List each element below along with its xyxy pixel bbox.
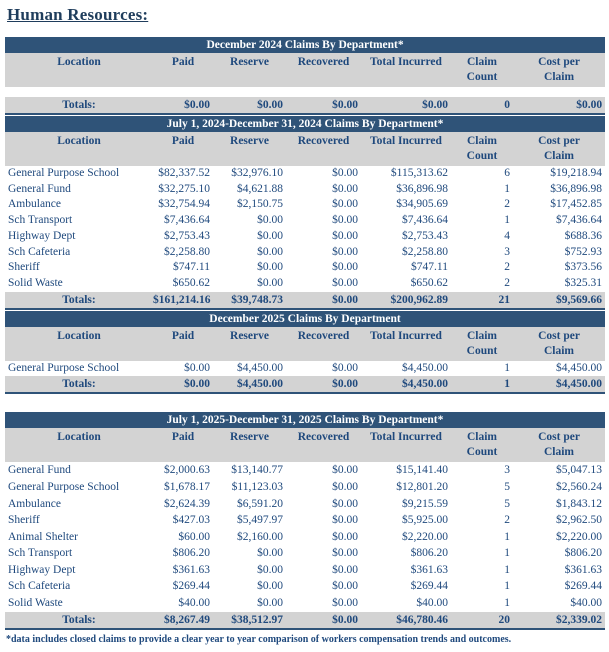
table-title: December 2024 Claims By Department* [5, 37, 605, 53]
cell-recovered: $0.00 [286, 197, 361, 213]
cell-total-incurred: $115,313.62 [361, 166, 451, 182]
column-header-location [5, 428, 153, 462]
header-line1: Reserve [230, 56, 269, 68]
totals-row [5, 292, 605, 309]
cell-claim-count: 1 [451, 529, 513, 546]
column-header-row [5, 428, 605, 462]
cell-paid: $32,275.10 [153, 182, 213, 198]
cell-total-incurred: $806.20 [361, 545, 451, 562]
totals-row [5, 97, 605, 114]
table-row [5, 166, 605, 182]
totals-total-incurred: $0.00 [361, 97, 451, 114]
column-header-location [5, 327, 153, 361]
totals-label: Totals: [5, 376, 153, 393]
cell-recovered: $0.00 [286, 512, 361, 529]
totals-claim-count: 20 [451, 612, 513, 629]
header-line2: Claim [543, 150, 575, 162]
page-title: Human Resources: [7, 5, 149, 24]
cell-paid: $361.63 [153, 562, 213, 579]
cell-total-incurred: $40.00 [361, 595, 451, 612]
cell-paid: $1,678.17 [153, 479, 213, 496]
cell-recovered: $0.00 [286, 479, 361, 496]
header-line1: Recovered [297, 431, 350, 444]
header-line1: Reserve [230, 431, 269, 444]
totals-label: Totals: [5, 612, 153, 629]
table-title: July 1, 2025-December 31, 2025 Claims By Department* [5, 412, 605, 428]
cell-paid: $747.11 [153, 260, 213, 276]
totals-paid: $8,267.49 [153, 612, 213, 629]
cell-claim-count: 3 [451, 245, 513, 261]
cell-reserve: $0.00 [213, 245, 286, 261]
cell-location: General Fund [5, 462, 153, 479]
table-row [5, 529, 605, 546]
cell-location: Sch Cafeteria [5, 245, 153, 261]
totals-claim-count: 21 [451, 292, 513, 309]
table-row [5, 578, 605, 595]
column-header-claim-count [451, 53, 513, 87]
cell-location: Sheriff [5, 512, 153, 529]
column-header-reserve [213, 132, 286, 166]
cell-location: Highway Dept [5, 229, 153, 245]
column-header-cost-per-claim [513, 327, 605, 361]
cell-recovered: $0.00 [286, 595, 361, 612]
cell-recovered: $0.00 [286, 213, 361, 229]
column-header-reserve [213, 53, 286, 87]
column-header-location [5, 53, 153, 87]
cell-cost-per-claim: $2,560.24 [513, 479, 605, 496]
table-row [5, 213, 605, 229]
cell-recovered: $0.00 [286, 245, 361, 261]
cell-reserve: $6,591.20 [213, 496, 286, 513]
cell-cost-per-claim: $19,218.94 [513, 166, 605, 182]
column-header-claim-count [451, 132, 513, 166]
header-line1: Cost per [538, 135, 580, 147]
cell-total-incurred: $4,450.00 [361, 361, 451, 377]
totals-claim-count: 1 [451, 376, 513, 393]
cell-total-incurred: $650.62 [361, 276, 451, 292]
cell-paid: $806.20 [153, 545, 213, 562]
cell-reserve: $4,450.00 [213, 361, 286, 377]
cell-location: Ambulance [5, 197, 153, 213]
cell-paid: $650.62 [153, 276, 213, 292]
cell-location: Sch Transport [5, 545, 153, 562]
header-line1: Total Incurred [370, 431, 442, 444]
column-header-total-incurred [361, 327, 451, 361]
cell-claim-count: 5 [451, 496, 513, 513]
column-header-cost-per-claim [513, 428, 605, 462]
column-header-recovered [286, 132, 361, 166]
cell-claim-count: 3 [451, 462, 513, 479]
footnote: *data includes closed claims to provide a clear year to year comparison of workers compensation trends and outcomes. [6, 633, 512, 645]
cell-cost-per-claim: $17,452.85 [513, 197, 605, 213]
cell-claim-count: 2 [451, 197, 513, 213]
cell-reserve: $0.00 [213, 595, 286, 612]
cell-reserve: $0.00 [213, 276, 286, 292]
column-header-total-incurred [361, 428, 451, 462]
column-header-recovered [286, 327, 361, 361]
table-title-row [5, 311, 605, 327]
cell-reserve: $0.00 [213, 545, 286, 562]
cell-recovered: $0.00 [286, 578, 361, 595]
cell-reserve: $11,123.03 [213, 479, 286, 496]
column-header-row [5, 132, 605, 166]
header-line1: Recovered [297, 329, 350, 342]
table-row [5, 229, 605, 245]
table-row [5, 276, 605, 292]
claims-table [5, 116, 605, 310]
header-line1: Claim [466, 56, 498, 68]
cell-cost-per-claim: $269.44 [513, 578, 605, 595]
claims-table [5, 37, 605, 115]
totals-recovered: $0.00 [286, 292, 361, 309]
column-header-total-incurred [361, 53, 451, 87]
header-line2: Claim [544, 71, 575, 83]
cell-location: Sch Transport [5, 213, 153, 229]
totals-reserve: $38,512.97 [213, 612, 286, 629]
cell-total-incurred: $269.44 [361, 578, 451, 595]
column-header-total-incurred [361, 132, 451, 166]
cell-paid: $427.03 [153, 512, 213, 529]
cell-total-incurred: $7,436.64 [361, 213, 451, 229]
totals-total-incurred: $200,962.89 [361, 292, 451, 309]
column-header-reserve [213, 428, 286, 462]
table-row [5, 479, 605, 496]
cell-reserve: $5,497.97 [213, 512, 286, 529]
table-row [5, 245, 605, 261]
totals-reserve: $39,748.73 [213, 292, 286, 309]
table-row [5, 496, 605, 513]
cell-recovered: $0.00 [286, 562, 361, 579]
cell-cost-per-claim: $361.63 [513, 562, 605, 579]
totals-paid: $0.00 [153, 97, 213, 114]
cell-location: General Fund [5, 182, 153, 198]
cell-reserve: $2,160.00 [213, 529, 286, 546]
cell-recovered: $0.00 [286, 182, 361, 198]
cell-claim-count: 1 [451, 595, 513, 612]
header-line1: Claim [466, 329, 498, 342]
cell-paid: $2,000.63 [153, 462, 213, 479]
header-line1: Location [57, 56, 101, 68]
totals-cost-per-claim: $4,450.00 [513, 376, 605, 393]
header-line1: Reserve [230, 135, 269, 147]
column-header-row [5, 327, 605, 361]
cell-paid: $60.00 [153, 529, 213, 546]
header-line1: Claim [466, 135, 498, 147]
cell-total-incurred: $36,896.98 [361, 182, 451, 198]
totals-cost-per-claim: $9,569.66 [513, 292, 605, 309]
header-line2: Count [466, 344, 498, 357]
header-line1: Location [57, 431, 101, 444]
cell-total-incurred: $2,220.00 [361, 529, 451, 546]
table-title-row [5, 37, 605, 53]
totals-total-incurred: $4,450.00 [361, 376, 451, 393]
header-line2: Count [466, 446, 498, 459]
cell-paid: $269.44 [153, 578, 213, 595]
cell-cost-per-claim: $373.56 [513, 260, 605, 276]
cell-paid: $82,337.52 [153, 166, 213, 182]
header-line1: Paid [171, 329, 195, 342]
cell-reserve: $0.00 [213, 229, 286, 245]
column-header-paid [153, 132, 213, 166]
cell-reserve: $0.00 [213, 260, 286, 276]
cell-total-incurred: $15,141.40 [361, 462, 451, 479]
table-title-row [5, 412, 605, 428]
header-line1: Paid [171, 431, 195, 444]
cell-location: Sch Cafeteria [5, 578, 153, 595]
header-line1: Cost per [538, 329, 580, 342]
totals-paid: $0.00 [153, 376, 213, 393]
cell-total-incurred: $2,258.80 [361, 245, 451, 261]
cell-location: General Purpose School [5, 166, 153, 182]
cell-location: Solid Waste [5, 276, 153, 292]
table-row [5, 462, 605, 479]
cell-reserve: $13,140.77 [213, 462, 286, 479]
cell-claim-count: 6 [451, 166, 513, 182]
totals-label: Totals: [5, 292, 153, 309]
header-line2: Claim [543, 446, 575, 459]
header-line1: Recovered [297, 56, 350, 68]
cell-location: General Purpose School [5, 361, 153, 377]
column-header-claim-count [451, 327, 513, 361]
totals-label: Totals: [5, 97, 153, 114]
table-row [5, 182, 605, 198]
column-header-recovered [286, 53, 361, 87]
cell-claim-count: 1 [451, 213, 513, 229]
cell-location: Solid Waste [5, 595, 153, 612]
header-line1: Total Incurred [370, 56, 442, 68]
header-line2: Claim [543, 344, 575, 357]
cell-claim-count: 1 [451, 545, 513, 562]
table-title: July 1, 2024-December 31, 2024 Claims By Department* [5, 116, 605, 132]
table-row [5, 260, 605, 276]
cell-total-incurred: $5,925.00 [361, 512, 451, 529]
cell-location: Animal Shelter [5, 529, 153, 546]
header-line1: Cost per [538, 431, 580, 444]
cell-claim-count: 1 [451, 562, 513, 579]
header-line1: Location [57, 329, 101, 342]
header-line1: Location [57, 135, 101, 147]
header-line1: Total Incurred [370, 135, 442, 147]
table-row [5, 361, 605, 377]
cell-cost-per-claim: $7,436.64 [513, 213, 605, 229]
cell-cost-per-claim: $688.36 [513, 229, 605, 245]
column-header-paid [153, 327, 213, 361]
cell-location: General Purpose School [5, 479, 153, 496]
cell-reserve: $32,976.10 [213, 166, 286, 182]
table-row [5, 545, 605, 562]
totals-cost-per-claim: $0.00 [513, 97, 605, 114]
cell-claim-count: 1 [451, 578, 513, 595]
cell-total-incurred: $34,905.69 [361, 197, 451, 213]
totals-reserve: $0.00 [213, 97, 286, 114]
cell-reserve: $0.00 [213, 213, 286, 229]
cell-claim-count: 2 [451, 512, 513, 529]
cell-cost-per-claim: $40.00 [513, 595, 605, 612]
cell-paid: $2,624.39 [153, 496, 213, 513]
cell-total-incurred: $2,753.43 [361, 229, 451, 245]
cell-reserve: $0.00 [213, 578, 286, 595]
cell-recovered: $0.00 [286, 462, 361, 479]
cell-paid: $2,753.43 [153, 229, 213, 245]
totals-recovered: $0.00 [286, 612, 361, 629]
claims-table [5, 412, 605, 629]
cell-cost-per-claim: $5,047.13 [513, 462, 605, 479]
cell-recovered: $0.00 [286, 361, 361, 377]
table-title: December 2025 Claims By Department [5, 311, 605, 327]
column-header-reserve [213, 327, 286, 361]
cell-reserve: $2,150.75 [213, 197, 286, 213]
column-header-cost-per-claim [513, 132, 605, 166]
totals-row [5, 376, 605, 393]
cell-claim-count: 2 [451, 276, 513, 292]
table-row [5, 197, 605, 213]
cell-paid: $2,258.80 [153, 245, 213, 261]
cell-claim-count: 1 [451, 182, 513, 198]
cell-reserve: $4,621.88 [213, 182, 286, 198]
cell-total-incurred: $747.11 [361, 260, 451, 276]
column-header-paid [153, 428, 213, 462]
column-header-location [5, 132, 153, 166]
cell-location: Sheriff [5, 260, 153, 276]
cell-location: Highway Dept [5, 562, 153, 579]
totals-recovered: $0.00 [286, 376, 361, 393]
column-header-claim-count [451, 428, 513, 462]
cell-recovered: $0.00 [286, 166, 361, 182]
cell-claim-count: 2 [451, 260, 513, 276]
totals-reserve: $4,450.00 [213, 376, 286, 393]
cell-cost-per-claim: $36,896.98 [513, 182, 605, 198]
empty-row [5, 87, 605, 97]
totals-claim-count: 0 [451, 97, 513, 114]
totals-recovered: $0.00 [286, 97, 361, 114]
totals-total-incurred: $46,780.46 [361, 612, 451, 629]
cell-cost-per-claim: $2,220.00 [513, 529, 605, 546]
cell-cost-per-claim: $325.31 [513, 276, 605, 292]
cell-claim-count: 5 [451, 479, 513, 496]
cell-reserve: $0.00 [213, 562, 286, 579]
totals-row [5, 612, 605, 629]
cell-paid: $7,436.64 [153, 213, 213, 229]
table-row [5, 595, 605, 612]
cell-cost-per-claim: $806.20 [513, 545, 605, 562]
header-line2: Count [466, 71, 498, 83]
cell-recovered: $0.00 [286, 229, 361, 245]
totals-cost-per-claim: $2,339.02 [513, 612, 605, 629]
cell-location: Ambulance [5, 496, 153, 513]
cell-cost-per-claim: $4,450.00 [513, 361, 605, 377]
header-line1: Cost per [538, 56, 580, 68]
cell-total-incurred: $9,215.59 [361, 496, 451, 513]
cell-total-incurred: $361.63 [361, 562, 451, 579]
cell-cost-per-claim: $2,962.50 [513, 512, 605, 529]
cell-paid: $0.00 [153, 361, 213, 377]
header-line2: Count [466, 150, 498, 162]
cell-paid: $32,754.94 [153, 197, 213, 213]
header-line1: Claim [466, 431, 498, 444]
cell-recovered: $0.00 [286, 276, 361, 292]
header-line1: Recovered [297, 135, 350, 147]
header-line1: Paid [171, 135, 195, 147]
cell-cost-per-claim: $1,843.12 [513, 496, 605, 513]
column-header-cost-per-claim [513, 53, 605, 87]
cell-total-incurred: $12,801.20 [361, 479, 451, 496]
table-row [5, 562, 605, 579]
cell-claim-count: 4 [451, 229, 513, 245]
claims-table [5, 311, 605, 395]
column-header-row [5, 53, 605, 87]
header-line1: Reserve [230, 329, 269, 342]
cell-recovered: $0.00 [286, 529, 361, 546]
cell-recovered: $0.00 [286, 545, 361, 562]
header-line1: Paid [171, 56, 195, 68]
cell-paid: $40.00 [153, 595, 213, 612]
column-header-recovered [286, 428, 361, 462]
cell-claim-count: 1 [451, 361, 513, 377]
cell-recovered: $0.00 [286, 260, 361, 276]
cell-recovered: $0.00 [286, 496, 361, 513]
column-header-paid [153, 53, 213, 87]
cell-cost-per-claim: $752.93 [513, 245, 605, 261]
totals-paid: $161,214.16 [153, 292, 213, 309]
header-line1: Total Incurred [370, 329, 442, 342]
table-title-row [5, 116, 605, 132]
table-row [5, 512, 605, 529]
